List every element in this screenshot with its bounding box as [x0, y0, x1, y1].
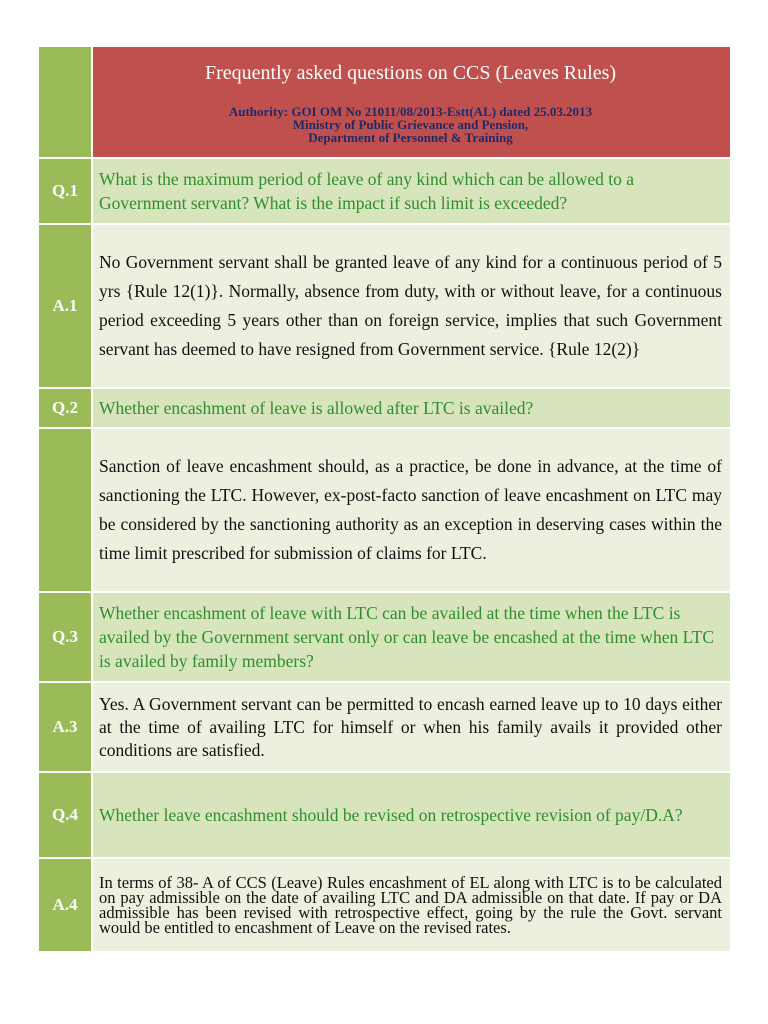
authority-line-2: Ministry of Public Grievance and Pension, — [292, 117, 529, 132]
question-row-2 — [39, 389, 730, 429]
answer-label-3: A.3 — [39, 683, 93, 771]
question-label-4: Q.4 — [39, 773, 93, 857]
authority-line-3: Department of Personnel & Training — [308, 130, 513, 145]
answer-text-1: No Government servant shall be granted leave of any kind for a continuous period of 5 yrs {Rule 12(1)}. Normally, absence from duty, with or without leave, for a continuous period exceeding 5 years other than on foreign service, implies that such Government servant has deemed to have resigned from Government service. {Rule 12(2)} — [93, 225, 730, 387]
question-label-2: Q.2 — [39, 389, 93, 427]
answer-text-2: Sanction of leave encashment should, as a practice, be done in advance, at the time of sanctioning the LTC. However, ex-post-facto sanction of leave encashment on LTC may be considered by the sanctioning authority as an exception in deserving cases within the time limit prescribed for submission of claims for LTC. — [93, 429, 730, 591]
question-row-3 — [39, 593, 730, 683]
faq-table — [39, 47, 730, 951]
question-text-1: What is the maximum period of leave of any kind which can be allowed to a Government servant? What is the impact if such limit is exceeded? — [93, 159, 730, 223]
answer-row-4 — [39, 859, 730, 951]
page-title: Frequently asked questions on CCS (Leaves Rules) — [204, 62, 617, 84]
header-label-cell — [39, 47, 93, 157]
answer-label-1: A.1 — [39, 225, 93, 387]
answer-text-4: In terms of 38- A of CCS (Leave) Rules encashment of EL along with LTC is to be calculated on pay admissible on the date of availing LTC and DA admissible on that date. If pay or DA admissible has been revised with retrospective effect, going by the rule the Govt. servant would be entitled to encashment of Leave on the revised rates. — [93, 859, 730, 951]
answer-row-2 — [39, 429, 730, 593]
question-row-1 — [39, 159, 730, 225]
header-cell — [93, 47, 730, 157]
question-text-3: Whether encashment of leave with LTC can be availed at the time when the LTC is availed by the Government servant only or can leave be encashed at the time when LTC is availed by family members? — [93, 593, 730, 681]
question-label-1: Q.1 — [39, 159, 93, 223]
answer-label-4: A.4 — [39, 859, 93, 951]
question-text-4: Whether leave encashment should be revised on retrospective revision of pay/D.A? — [93, 773, 730, 857]
answer-row-3 — [39, 683, 730, 773]
authority-line-1: Authority: GOI OM No 21011/08/2013-Estt(AL) dated 25.03.2013 — [228, 104, 593, 119]
answer-label-2 — [39, 429, 93, 591]
question-text-2: Whether encashment of leave is allowed after LTC is availed? — [93, 389, 730, 427]
question-row-4 — [39, 773, 730, 859]
header-row — [39, 47, 730, 159]
answer-text-3: Yes. A Government servant can be permitted to encash earned leave up to 10 days either at the time of availing LTC for himself or when his family avails it provided other conditions are satisfied. — [93, 683, 730, 771]
question-label-3: Q.3 — [39, 593, 93, 681]
answer-row-1 — [39, 225, 730, 389]
